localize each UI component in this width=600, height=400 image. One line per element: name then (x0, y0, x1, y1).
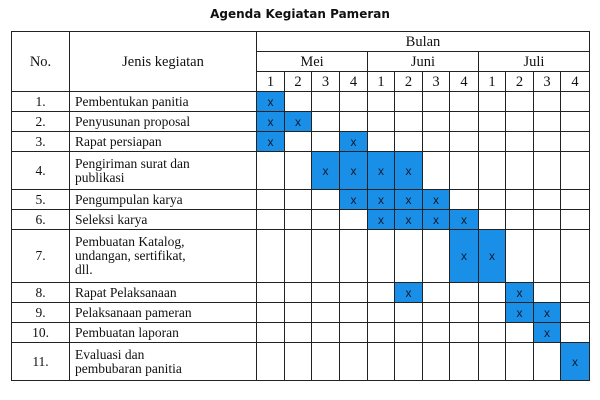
schedule-cell (479, 92, 506, 112)
schedule-cell (340, 230, 368, 283)
schedule-cell (561, 283, 590, 303)
header-week: 1 (479, 72, 506, 92)
schedule-mark: x (450, 230, 479, 283)
schedule-cell (506, 152, 534, 190)
schedule-cell (312, 283, 340, 303)
table-row (12, 92, 590, 112)
activity-line: Evaluasi dan (75, 346, 145, 362)
row-number: 6. (12, 210, 70, 230)
table-row (12, 132, 590, 152)
schedule-cell (450, 190, 479, 210)
activity-line: Pelaksanaan pameran (75, 304, 192, 320)
schedule-cell (479, 343, 506, 381)
schedule-mark: x (340, 132, 368, 152)
activity-line: undangan, sertifikat, (75, 248, 186, 263)
schedule-cell (312, 230, 340, 283)
schedule-cell (506, 190, 534, 210)
schedule-cell (561, 112, 590, 132)
schedule-cell (312, 190, 340, 210)
schedule-cell (285, 230, 312, 283)
schedule-cell (340, 210, 368, 230)
schedule-cell (534, 343, 561, 381)
header-week: 3 (534, 72, 561, 92)
activity-name (70, 112, 257, 132)
activity-line: Rapat Pelaksanaan (75, 284, 177, 300)
schedule-cell (368, 112, 395, 132)
schedule-cell (561, 92, 590, 112)
schedule-mark: x (312, 152, 340, 190)
row-number: 5. (12, 190, 70, 210)
schedule-cell (285, 92, 312, 112)
table-row (12, 190, 590, 210)
schedule-mark: x (534, 323, 561, 343)
schedule-mark: x (368, 210, 395, 230)
schedule-cell (506, 343, 534, 381)
activity-line: Pengumpulan karya (75, 191, 183, 207)
table-row (12, 230, 590, 283)
schedule-cell (561, 230, 590, 283)
schedule-cell (285, 283, 312, 303)
schedule-mark: x (395, 210, 423, 230)
header-week: 4 (561, 72, 590, 92)
activity-name (70, 283, 257, 303)
schedule-cell (368, 343, 395, 381)
header-week: 1 (257, 72, 285, 92)
schedule-cell (479, 210, 506, 230)
page-title: Agenda Kegiatan Pameran (210, 7, 390, 21)
schedule-mark: x (257, 92, 285, 112)
schedule-cell (395, 230, 423, 283)
schedule-cell (312, 303, 340, 323)
schedule-cell (312, 132, 340, 152)
schedule-cell (450, 152, 479, 190)
schedule-mark: x (534, 303, 561, 323)
schedule-cell (423, 283, 450, 303)
activity-name (70, 343, 257, 381)
activity-line: publikasi (75, 169, 125, 185)
schedule-cell (534, 230, 561, 283)
activity-line: Pembuatan Katalog, (75, 234, 185, 249)
schedule-cell (257, 283, 285, 303)
schedule-mark: x (506, 283, 534, 303)
schedule-cell (285, 303, 312, 323)
schedule-cell (285, 152, 312, 190)
schedule-cell (506, 112, 534, 132)
row-number: 9. (12, 303, 70, 323)
schedule-cell (450, 343, 479, 381)
schedule-cell (340, 303, 368, 323)
schedule-cell (561, 210, 590, 230)
schedule-cell (257, 323, 285, 343)
schedule-cell (506, 323, 534, 343)
schedule-mark: x (479, 230, 506, 283)
activity-name (70, 132, 257, 152)
table-row (12, 283, 590, 303)
row-number: 1. (12, 92, 70, 112)
schedule-cell (312, 112, 340, 132)
row-number: 4. (12, 152, 70, 190)
activity-line: Pengiriman surat dan (75, 155, 190, 171)
header-week: 3 (423, 72, 450, 92)
schedule-cell (450, 303, 479, 323)
schedule-cell (479, 152, 506, 190)
schedule-mark: x (340, 152, 368, 190)
schedule-cell (423, 230, 450, 283)
schedule-mark: x (423, 190, 450, 210)
schedule-cell (534, 210, 561, 230)
schedule-cell (395, 132, 423, 152)
header-month-mei: Mei (257, 52, 368, 72)
schedule-cell (368, 323, 395, 343)
schedule-mark: x (395, 283, 423, 303)
schedule-cell (312, 343, 340, 381)
schedule-mark: x (561, 343, 590, 381)
schedule-cell (534, 92, 561, 112)
schedule-mark: x (450, 210, 479, 230)
activity-line: Rapat persiapan (75, 133, 162, 149)
schedule-cell (534, 132, 561, 152)
activity-name (70, 190, 257, 210)
schedule-cell (534, 283, 561, 303)
activity-line: Pembuatan laporan (75, 324, 179, 340)
schedule-mark: x (340, 190, 368, 210)
schedule-cell (534, 112, 561, 132)
header-activity: Jenis kegiatan (70, 32, 257, 92)
schedule-cell (368, 283, 395, 303)
schedule-cell (561, 132, 590, 152)
header-week: 2 (395, 72, 423, 92)
schedule-cell (561, 190, 590, 210)
schedule-mark: x (395, 152, 423, 190)
schedule-mark: x (257, 132, 285, 152)
schedule-cell (257, 152, 285, 190)
table-row (12, 323, 590, 343)
schedule-mark: x (423, 210, 450, 230)
schedule-cell (506, 92, 534, 112)
row-number: 11. (12, 343, 70, 381)
schedule-cell (285, 132, 312, 152)
schedule-cell (479, 132, 506, 152)
activity-name (70, 210, 257, 230)
schedule-cell (534, 190, 561, 210)
schedule-cell (423, 112, 450, 132)
schedule-cell (479, 303, 506, 323)
schedule-cell (395, 303, 423, 323)
schedule-cell (257, 230, 285, 283)
activity-name (70, 92, 257, 112)
header-month-juni: Juni (368, 52, 479, 72)
header-week: 4 (450, 72, 479, 92)
schedule-cell (257, 190, 285, 210)
schedule-cell (423, 323, 450, 343)
schedule-cell (257, 343, 285, 381)
header-month-juli: Juli (479, 52, 590, 72)
schedule-cell (506, 230, 534, 283)
schedule-cell (450, 132, 479, 152)
schedule-cell (479, 323, 506, 343)
activity-line: pembubaran panitia (75, 360, 182, 376)
schedule-cell (312, 323, 340, 343)
schedule-mark: x (506, 303, 534, 323)
schedule-cell (423, 92, 450, 112)
schedule-cell (479, 190, 506, 210)
table-row (12, 210, 590, 230)
row-number: 8. (12, 283, 70, 303)
schedule-cell (395, 92, 423, 112)
schedule-cell (257, 210, 285, 230)
schedule-cell (368, 230, 395, 283)
schedule-cell (534, 152, 561, 190)
table-row (12, 152, 590, 190)
schedule-cell (285, 210, 312, 230)
activity-line: Pembentukan panitia (75, 93, 189, 109)
schedule-cell (340, 112, 368, 132)
schedule-cell (479, 283, 506, 303)
header-week: 2 (285, 72, 312, 92)
schedule-cell (395, 343, 423, 381)
schedule-cell (285, 343, 312, 381)
activity-name (70, 230, 257, 283)
activity-name (70, 323, 257, 343)
schedule-mark: x (395, 190, 423, 210)
row-number: 3. (12, 132, 70, 152)
schedule-cell (395, 112, 423, 132)
schedule-mark: x (285, 112, 312, 132)
schedule-mark: x (368, 190, 395, 210)
schedule-cell (312, 92, 340, 112)
schedule-table (11, 31, 590, 381)
header-week: 4 (340, 72, 368, 92)
schedule-cell (368, 132, 395, 152)
schedule-cell (285, 190, 312, 210)
schedule-cell (340, 283, 368, 303)
schedule-cell (285, 323, 312, 343)
schedule-cell (450, 283, 479, 303)
table-row (12, 303, 590, 323)
header-week: 3 (312, 72, 340, 92)
header-week: 2 (506, 72, 534, 92)
schedule-cell (423, 303, 450, 323)
schedule-cell (450, 92, 479, 112)
schedule-cell (340, 343, 368, 381)
schedule-cell (395, 323, 423, 343)
table-row (12, 343, 590, 381)
header-week: 1 (368, 72, 395, 92)
activity-line: dll. (75, 262, 93, 277)
schedule-cell (450, 323, 479, 343)
schedule-mark: x (368, 152, 395, 190)
schedule-cell (340, 92, 368, 112)
schedule-cell (506, 210, 534, 230)
header-bulan: Bulan (257, 32, 590, 52)
schedule-cell (561, 323, 590, 343)
schedule-cell (423, 132, 450, 152)
row-number: 7. (12, 230, 70, 283)
table-row (12, 112, 590, 132)
schedule-cell (257, 303, 285, 323)
row-number: 10. (12, 323, 70, 343)
schedule-cell (450, 112, 479, 132)
header-no: No. (12, 32, 70, 92)
schedule-cell (479, 112, 506, 132)
schedule-cell (423, 152, 450, 190)
activity-line: Penyusunan proposal (75, 113, 191, 129)
schedule-cell (506, 132, 534, 152)
activity-name (70, 152, 257, 190)
schedule-mark: x (257, 112, 285, 132)
schedule-cell (561, 152, 590, 190)
activity-name (70, 303, 257, 323)
schedule-cell (561, 303, 590, 323)
schedule-cell (368, 92, 395, 112)
schedule-cell (423, 343, 450, 381)
schedule-cell (312, 210, 340, 230)
row-number: 2. (12, 112, 70, 132)
activity-line: Seleksi karya (75, 211, 148, 227)
schedule-cell (368, 303, 395, 323)
schedule-cell (340, 323, 368, 343)
